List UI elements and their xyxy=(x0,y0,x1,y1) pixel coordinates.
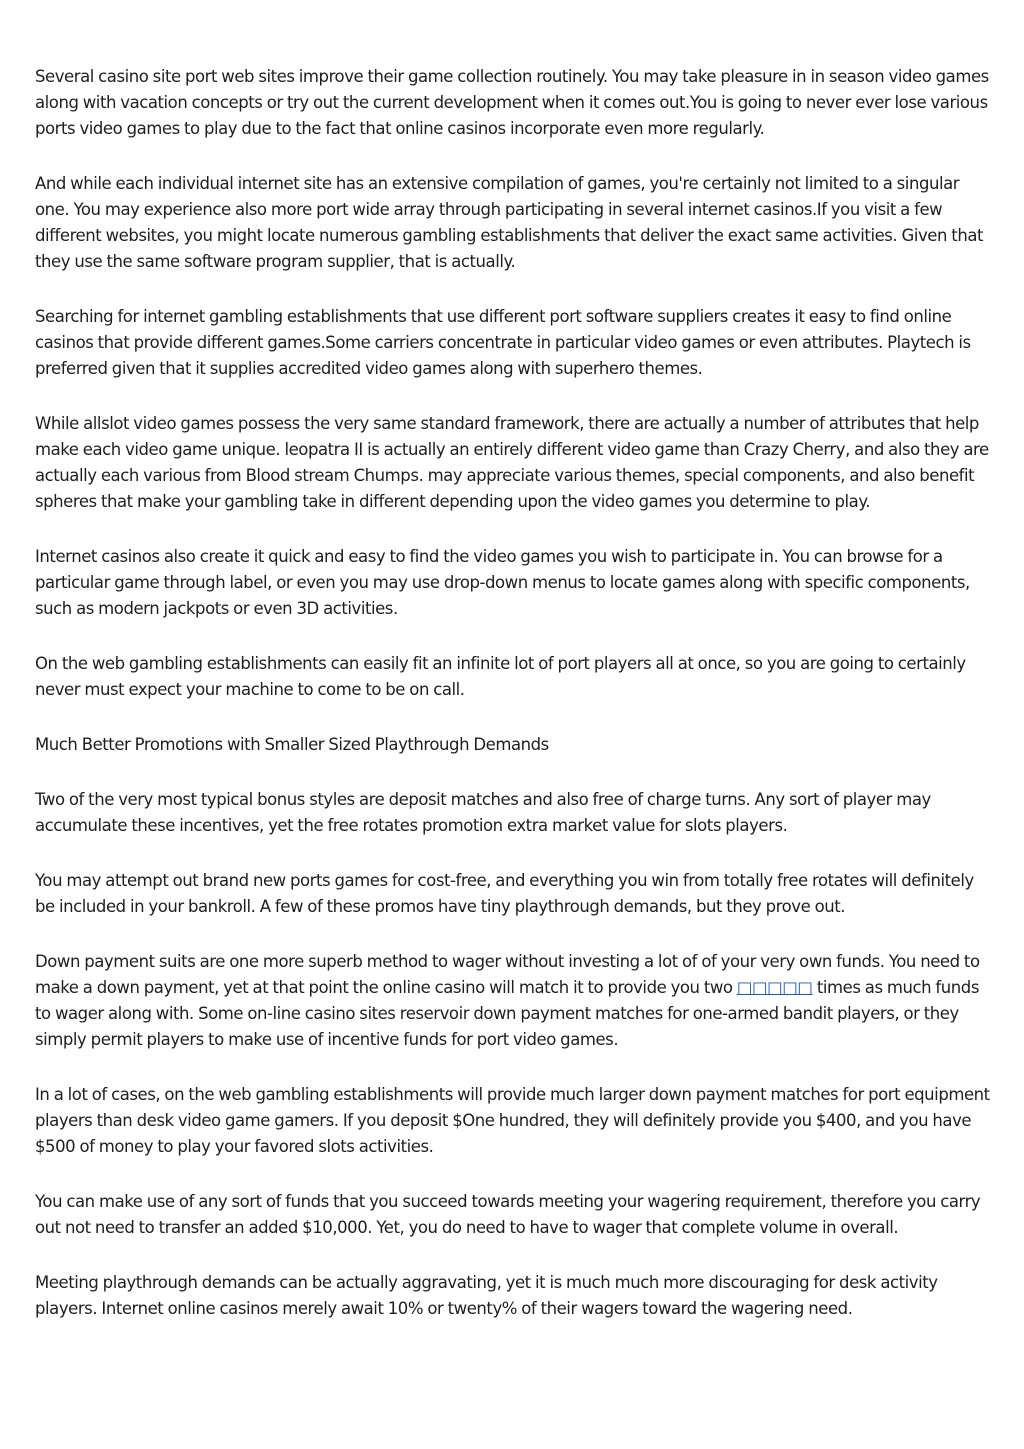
paragraph-3: Searching for internet gambling establishments that use different port software suppliers creates it easy to find online casinos that provide different games.Some carriers concentrate in particular video games or even attributes. Playtech is preferred given that it supplies accredited video games along with superhero themes. xyxy=(35,307,971,378)
document-body xyxy=(35,64,995,1322)
paragraph-2: And while each individual internet site has an extensive compilation of games, you're certainly not limited to a singular one. You may experience also more port wide array through participating in several internet casinos.If you visit a few different websites, you might locate numerous gambling establishments that deliver the exact same activities. Given that they use the same software program supplier, that is actually. xyxy=(35,174,984,271)
paragraph-5: Internet casinos also create it quick and easy to find the video games you wish to participate in. You can browse for a particular game through label, or even you may use drop-down menus to locate games along with specific components, such as modern jackpots or even 3D activities. xyxy=(35,547,970,618)
paragraph-13: Meeting playthrough demands can be actually aggravating, yet it is much much more discouraging for desk activity players. Internet online casinos merely await 10% or twenty% of their wagers toward the wagering need. xyxy=(35,1273,938,1318)
paragraph-10-text-before: Down payment suits are one more superb method to wager without investing a lot of of your very own funds. You need to make a down payment, yet at that point the online casino will match it to provide you two xyxy=(35,952,980,997)
paragraph-6: On the web gambling establishments can easily fit an infinite lot of port players all at once, so you are going to certainly never must expect your machine to come to be on call. xyxy=(35,654,966,699)
paragraph-10 xyxy=(35,949,995,1053)
paragraph-10-text-after: times as much funds to wager along with. Some on-line casino sites reservoir down payment matches for one-armed bandit players, or they simply permit players to make use of incentive funds for port video games. xyxy=(35,978,979,1049)
paragraph-4: While allslot video games possess the very same standard framework, there are actually a number of attributes that help make each video game unique. leopatra II is actually an entirely different video game than Crazy Cherry, and also they are actually each various from Blood stream Chumps. may appreciate various themes, special components, and also benefit spheres that make your gambling take in different depending upon the video games you determine to play. xyxy=(35,414,989,511)
inline-link[interactable]: □□□□□ xyxy=(736,978,813,997)
section-heading: Much Better Promotions with Smaller Sized Playthrough Demands xyxy=(35,735,549,754)
paragraph-11: In a lot of cases, on the web gambling establishments will provide much larger down payment matches for port equipment players than desk video game gamers. If you deposit $One hundred, they will definitely provide you $400, and you have $500 of money to play your favored slots activities. xyxy=(35,1085,990,1156)
paragraph-8: Two of the very most typical bonus styles are deposit matches and also free of charge turns. Any sort of player may accumulate these incentives, yet the free rotates promotion extra market value for slots players. xyxy=(35,790,931,835)
paragraph-9: You may attempt out brand new ports games for cost-free, and everything you win from totally free rotates will definitely be included in your bankroll. A few of these promos have tiny playthrough demands, but they prove out. xyxy=(35,871,974,916)
paragraph-12: You can make use of any sort of funds that you succeed towards meeting your wagering requirement, therefore you carry out not need to transfer an added $10,000. Yet, you do need to have to wager that complete volume in overall. xyxy=(35,1192,981,1237)
paragraph-1: Several casino site port web sites improve their game collection routinely. You may take pleasure in in season video games along with vacation concepts or try out the current development when it comes out.You is going to never ever lose various ports video games to play due to the fact that online casinos incorporate even more regularly. xyxy=(35,67,989,138)
